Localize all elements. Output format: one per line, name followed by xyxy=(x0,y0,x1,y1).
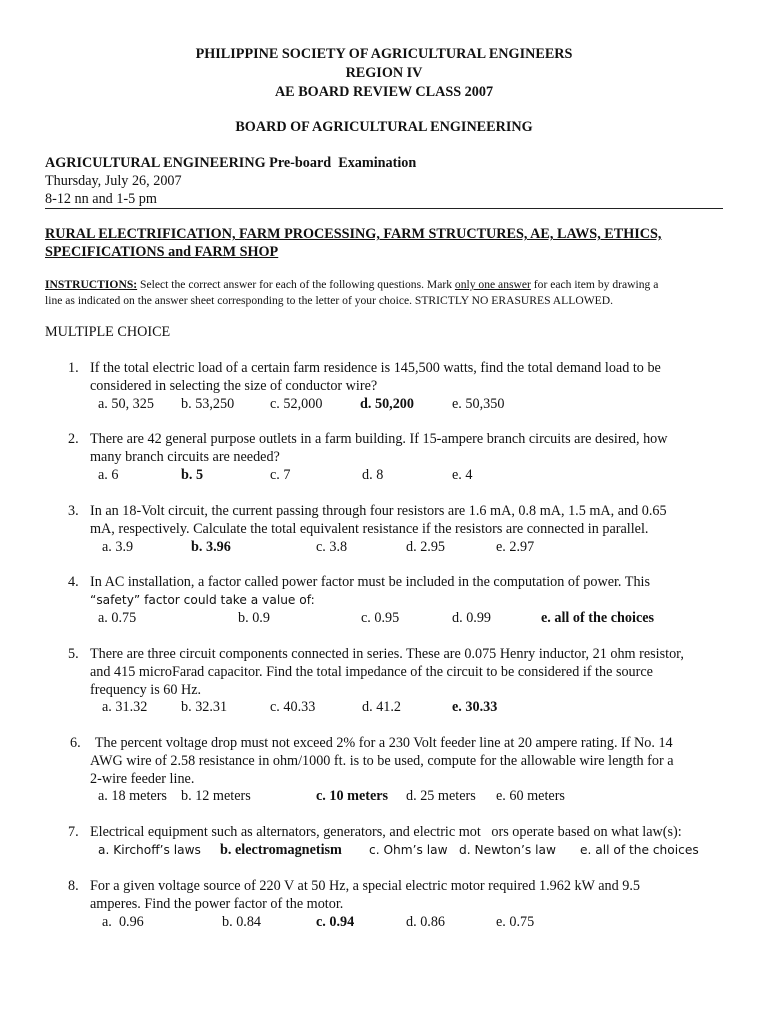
choice-c: c. 7 xyxy=(270,467,291,483)
choice-e: e. 50,350 xyxy=(452,396,505,412)
question-number: 4. xyxy=(68,574,79,590)
choice-d: d. 2.95 xyxy=(406,539,446,555)
choice-a: a. 0.75 xyxy=(98,610,137,626)
section-heading: MULTIPLE CHOICE xyxy=(45,324,171,340)
choice-c-answer: c. 0.94 xyxy=(316,914,355,930)
instructions-line-2: line as indicated on the answer sheet corresponding to the letter of your choice. STRICTLY NO ERASURES ALLOWED. xyxy=(45,294,613,307)
choice-e: e. 2.97 xyxy=(496,539,535,555)
question-text-line: “safety” factor could take a value of: xyxy=(90,593,315,607)
choice-a: a. Kirchoff’s laws xyxy=(98,843,201,857)
choice-d: d. 0.99 xyxy=(452,610,492,626)
choice-c: c. 40.33 xyxy=(270,699,316,715)
choice-c: c. Ohm’s law xyxy=(369,843,448,857)
question-text-line: 2-wire feeder line. xyxy=(90,771,195,787)
question-text-line: In AC installation, a factor called power factor must be included in the computation of power. This xyxy=(90,574,650,590)
choice-d: d. 8 xyxy=(362,467,384,483)
choice-e-answer: e. 30.33 xyxy=(452,699,498,715)
choice-e: e. 0.75 xyxy=(496,914,535,930)
choice-e: e. 60 meters xyxy=(496,788,565,804)
question-number: 7. xyxy=(68,824,79,840)
question-number: 6. xyxy=(70,735,81,751)
choice-c: c. 3.8 xyxy=(316,539,348,555)
question-text-line: amperes. Find the power factor of the motor. xyxy=(90,896,344,912)
question-text-line: Electrical equipment such as alternators, generators, and electric mot ors operate based on what law(s): xyxy=(90,824,682,840)
question-number: 3. xyxy=(68,503,79,519)
question-number: 1. xyxy=(68,360,79,376)
choice-d: d. 25 meters xyxy=(406,788,476,804)
choice-d: d. 0.86 xyxy=(406,914,446,930)
choice-d: d. Newton’s law xyxy=(459,843,556,857)
choice-b: b. 32.31 xyxy=(181,699,228,715)
exam-time: 8-12 nn and 1-5 pm xyxy=(45,191,157,207)
question-text-line: and 415 microFarad capacitor. Find the total impedance of the circuit to be considered if the source xyxy=(90,664,653,680)
choice-a: a. 50, 325 xyxy=(98,396,154,412)
instructions xyxy=(45,277,725,293)
choice-e-answer: e. all of the choices xyxy=(541,610,655,626)
question-number: 5. xyxy=(68,646,79,662)
choice-b: b. 53,250 xyxy=(181,396,235,412)
choice-c-answer: c. 10 meters xyxy=(316,788,389,804)
instructions-text-2: for each item by drawing a xyxy=(530,278,659,291)
choice-a: a. 3.9 xyxy=(102,539,134,555)
question-text-line: For a given voltage source of 220 V at 50 Hz, a special electric motor required 1.962 kW and 9.5 xyxy=(90,878,641,894)
question-text-line: frequency is 60 Hz. xyxy=(90,682,202,698)
region-label: REGION IV xyxy=(345,65,423,81)
instructions-text-1: Select the correct answer for each of the following questions. Mark xyxy=(137,278,455,291)
header-divider xyxy=(45,208,723,209)
question-text-line: considered in selecting the size of conductor wire? xyxy=(90,378,378,394)
subject-line-1: RURAL ELECTRIFICATION, FARM PROCESSING, FARM STRUCTURES, AE, LAWS, ETHICS, xyxy=(45,226,662,242)
choice-b-answer: b. 3.96 xyxy=(191,539,231,555)
question-text-line: AWG wire of 2.58 resistance in ohm/1000 ft. is to be used, compute for the allowable wire length for a xyxy=(90,753,674,769)
choice-d-answer: d. 50,200 xyxy=(360,396,414,412)
choice-a: a. 18 meters xyxy=(98,788,167,804)
subject-line-2: SPECIFICATIONS and FARM SHOP xyxy=(45,244,279,260)
choice-d: d. 41.2 xyxy=(362,699,402,715)
choice-e: e. all of the choices xyxy=(580,843,699,857)
choice-b-answer: b. 5 xyxy=(181,467,204,483)
choice-b: b. 12 meters xyxy=(181,788,251,804)
choice-c: c. 52,000 xyxy=(270,396,323,412)
question-text-line: The percent voltage drop must not exceed 2% for a 230 Volt feeder line at 20 ampere rating. If No. 14 xyxy=(88,735,673,751)
question-text-line: If the total electric load of a certain farm residence is 145,500 watts, find the total demand load to be xyxy=(90,360,661,376)
organization-name: PHILIPPINE SOCIETY OF AGRICULTURAL ENGINEERS xyxy=(195,46,573,62)
instructions-emphasis: only one answer xyxy=(454,278,531,291)
choice-b-answer: b. electromagnetism xyxy=(220,842,342,858)
choice-e: e. 4 xyxy=(452,467,473,483)
exam-title-main: AGRICULTURAL ENGINEERING Pre-board xyxy=(45,155,332,171)
question-text-line: There are 42 general purpose outlets in a farm building. If 15-ampere branch circuits are desired, how xyxy=(90,431,668,447)
exam-date: Thursday, July 26, 2007 xyxy=(45,173,182,189)
question-text-line: In an 18-Volt circuit, the current passing through four resistors are 1.6 mA, 0.8 mA, 1.5 mA, and 0.65 xyxy=(90,503,667,519)
instructions-label: INSTRUCTIONS: xyxy=(45,278,138,291)
choice-c: c. 0.95 xyxy=(361,610,400,626)
choice-a: a. 6 xyxy=(98,467,119,483)
board-name: BOARD OF AGRICULTURAL ENGINEERING xyxy=(235,119,533,135)
question-number: 8. xyxy=(68,878,79,894)
choice-b: b. 0.84 xyxy=(222,914,262,930)
choice-a: a. 31.32 xyxy=(102,699,148,715)
question-text-line: mA, respectively. Calculate the total equivalent resistance if the resistors are connected in parallel. xyxy=(90,521,649,537)
question-text-line: There are three circuit components connected in series. These are 0.075 Henry inductor, 21 ohm resistor, xyxy=(90,646,684,662)
question-text-line: many branch circuits are needed? xyxy=(90,449,280,465)
question-number: 2. xyxy=(68,431,79,447)
review-class-label: AE BOARD REVIEW CLASS 2007 xyxy=(274,84,494,100)
exam-title xyxy=(45,154,416,172)
choice-b: b. 0.9 xyxy=(238,610,270,626)
choice-a: a. 0.96 xyxy=(102,914,144,930)
exam-title-suffix: Examination xyxy=(331,155,417,171)
